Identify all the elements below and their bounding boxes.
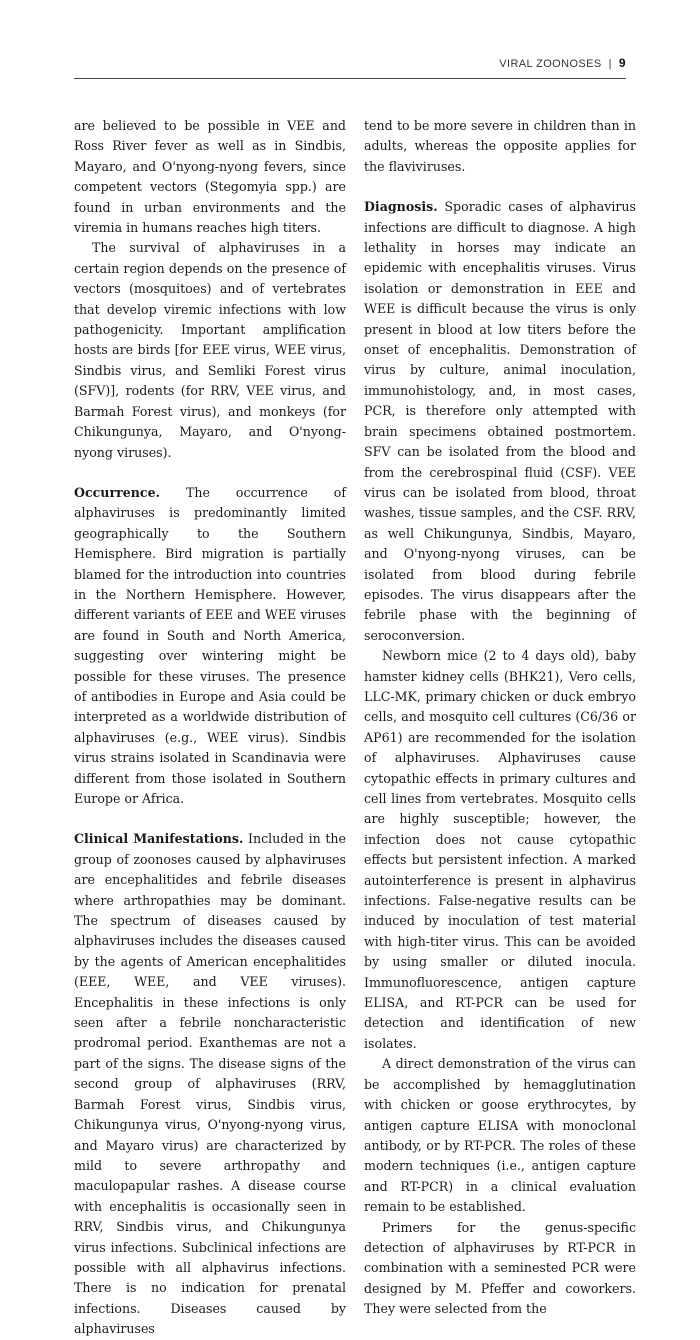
left-column — [74, 116, 346, 1340]
header-separator: | — [608, 58, 612, 70]
right-column — [364, 116, 636, 1320]
heading-clinical-manifestations: Clinical Manifestations. — [74, 831, 244, 847]
section-title: VIRAL ZOONOSES — [499, 58, 602, 70]
paragraph-survival: The survival of alphaviruses in a certain region depends on the presence of vectors (mosquitoes) and of vertebrates that develop viremic infections with low pathogenicity. Important amplification hosts are birds [for EEE virus, WEE virus, Sindbis virus, and Semliki Forest virus (SFV)], rodents (for RRV, VEE virus, and Barmah Forest virus), and monkeys (for Chikungunya, Mayaro, and O'nyong-nyong viruses). — [74, 240, 346, 460]
paragraph-continuation-right: tend to be more severe in children than in adults, whereas the opposite applies for the flaviviruses. — [364, 118, 636, 174]
running-header — [74, 56, 626, 79]
page-number: 9 — [618, 56, 626, 70]
clinical-text: Included in the group of zoonoses caused by alphaviruses are encephalitides and febrile diseases where arthropathies may be dominant. The spectrum of diseases caused by alphaviruses includes the diseases caused by the agents of American encephalitides (EEE, WEE, and VEE viruses). Encephalitis in these infections is only seen after a febrile noncharacteristic prodromal period. Exanthemas are not a part of the signs. The disease signs of the second group of alphaviruses (RRV, Barmah Forest virus, Sindbis virus, Chikungunya virus, O'nyong-nyong virus, and Mayaro virus) are characterized by mild to severe arthropathy and maculopapular rashes. A disease course with encephalitis is occasionally seen in RRV, Sindbis virus, and Chikungunya virus infections. Subclinical infections are possible with all alphavirus infections. There is no indication for prenatal infections. Diseases caused by alphaviruses — [74, 831, 346, 1337]
paragraph-primers: Primers for the genus-specific detection of alphaviruses by RT-PCR in combination with a seminested PCR were designed by M. Pfeffer and coworkers. They were selected from the — [364, 1219, 636, 1317]
occurrence-text: The occurrence of alphaviruses is predominantly limited geographically to the Southern Hemisphere. Bird migration is partially blamed for the introduction into countries in the Northern Hemisphere. However, different variants of EEE and WEE viruses are found in South and North America, suggesting over wintering might be possible for these viruses. The presence of antibodies in Europe and Asia could be interpreted as a worldwide distribution of alphaviruses (e.g., WEE virus). Sindbis virus strains isolated in Scandinavia were different from those isolated in Southern Europe or Africa. — [74, 484, 346, 806]
diagnosis-text: Sporadic cases of alphavirus infections are difficult to diagnose. A high lethality in horses may indicate an epidemic with encephalitis viruses. Virus isolation or demonstration in EEE and WEE is difficult because the virus is only present in blood at low titers before the onset of encephalitis. Demonstration of virus by culture, animal inoculation, immunohistology, and, in most cases, PCR, is therefore only attempted with brain specimens obtained postmortem. SFV can be isolated from the blood and from the cerebrospinal fluid (CSF). VEE virus can be isolated from blood, throat washes, tissue samples, and the CSF. RRV, as well Chikungunya, Sindbis, Mayaro, and O'nyong-nyong viruses, can be isolated from blood during febrile episodes. The virus disappears after the febrile phase with the beginning of seroconversion. — [364, 199, 636, 643]
paragraph-direct-demonstration: A direct demonstration of the virus can be accomplished by hemagglutination with chicken or goose erythrocytes, by antigen capture ELISA with monoclonal antibody, or by RT-PCR. The roles of these modern techniques (i.e., antigen capture and RT-PCR) in a clinical evaluation remain to be established. — [364, 1056, 636, 1215]
paragraph-diagnosis — [364, 197, 636, 646]
paragraph-clinical — [74, 829, 346, 1339]
paragraph-occurrence — [74, 483, 346, 810]
paragraph-continuation: are believed to be possible in VEE and Ross River fever as well as in Sindbis, Mayaro, and O'nyong-nyong fevers, since competent vectors (Stegomyia spp.) are found in urban environments and the viremia in humans reaches high titers. — [74, 118, 346, 236]
heading-diagnosis: Diagnosis. — [364, 199, 438, 215]
heading-occurrence: Occurrence. — [74, 484, 160, 500]
paragraph-isolation: Newborn mice (2 to 4 days old), baby hamster kidney cells (BHK21), Vero cells, LLC-MK, primary chicken or duck embryo cells, and mosquito cell cultures (C6/36 or AP61) are recommended for the isolation of alphaviruses. Alphaviruses cause cytopathic effects in primary cultures and cell lines from vertebrates. Mosquito cells are highly susceptible; however, the infection does not cause cytopathic effects but persistent infection. A marked autointerference is present in alphavirus infections. False-negative results can be induced by inoculation of test material with high-titer virus. This can be avoided by using smaller or diluted inocula. Immunofluorescence, antigen capture ELISA, and RT-PCR can be used for detection and identification of new isolates. — [364, 648, 636, 1051]
